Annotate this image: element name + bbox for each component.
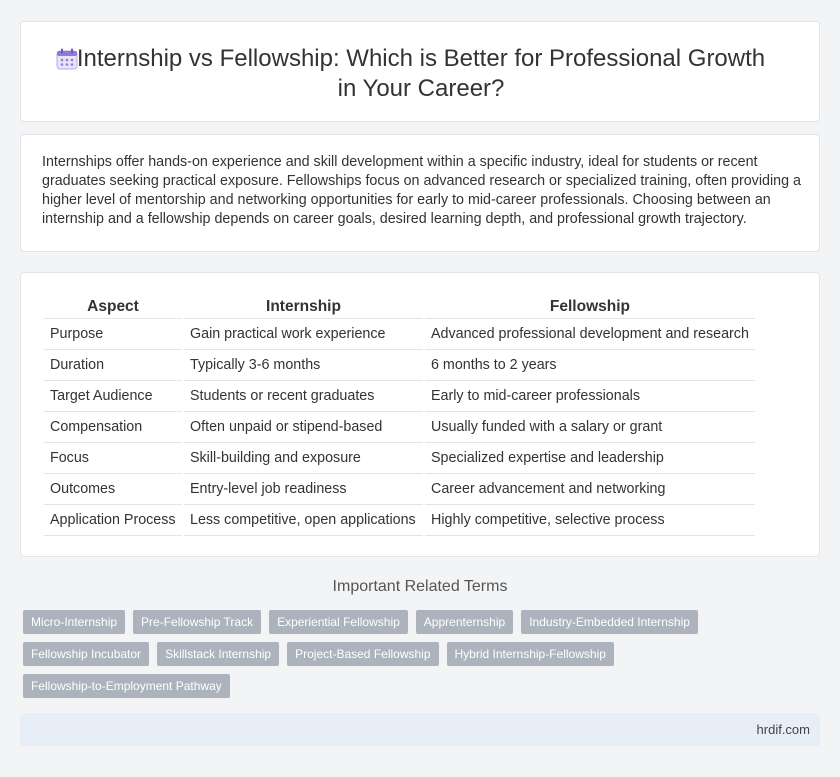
related-term-tag[interactable]: Industry-Embedded Internship bbox=[521, 610, 698, 634]
header-aspect: Aspect bbox=[44, 295, 182, 319]
cell-fellowship: Highly competitive, selective process bbox=[425, 505, 755, 536]
cell-aspect: Focus bbox=[44, 443, 182, 474]
table-row bbox=[44, 443, 755, 474]
related-term-tag[interactable]: Hybrid Internship-Fellowship bbox=[447, 642, 614, 666]
footer-site-link[interactable]: hrdif.com bbox=[756, 722, 810, 737]
related-term-tag[interactable]: Fellowship Incubator bbox=[23, 642, 149, 666]
page-title-line-2: in Your Career? bbox=[337, 75, 505, 102]
cell-internship: Entry-level job readiness bbox=[184, 474, 423, 505]
table-row bbox=[44, 381, 755, 412]
related-term-tag[interactable]: Micro-Internship bbox=[23, 610, 125, 634]
cell-aspect: Purpose bbox=[44, 319, 182, 350]
table-row bbox=[44, 319, 755, 350]
cell-aspect: Target Audience bbox=[44, 381, 182, 412]
table-header-row bbox=[44, 295, 755, 319]
cell-fellowship: Career advancement and networking bbox=[425, 474, 755, 505]
related-term-tag[interactable]: Pre-Fellowship Track bbox=[133, 610, 261, 634]
title-card bbox=[20, 21, 820, 122]
cell-fellowship: Advanced professional development and research bbox=[425, 319, 755, 350]
cell-internship: Typically 3-6 months bbox=[184, 350, 423, 381]
table-row bbox=[44, 350, 755, 381]
cell-internship: Gain practical work experience bbox=[184, 319, 423, 350]
related-term-tag[interactable]: Skillstack Internship bbox=[157, 642, 279, 666]
related-term-tag[interactable]: Apprenternship bbox=[416, 610, 513, 634]
comparison-card bbox=[20, 272, 820, 557]
intro-card bbox=[20, 134, 820, 252]
table-row bbox=[44, 505, 755, 536]
cell-aspect: Duration bbox=[44, 350, 182, 381]
cell-internship: Skill-building and exposure bbox=[184, 443, 423, 474]
related-term-tag[interactable]: Project-Based Fellowship bbox=[287, 642, 438, 666]
cell-fellowship: Usually funded with a salary or grant bbox=[425, 412, 755, 443]
cell-internship: Students or recent graduates bbox=[184, 381, 423, 412]
cell-aspect: Outcomes bbox=[44, 474, 182, 505]
comparison-table bbox=[42, 295, 757, 536]
page-title bbox=[21, 44, 821, 104]
related-term-tag[interactable]: Fellowship-to-Employment Pathway bbox=[23, 674, 230, 698]
cell-internship: Often unpaid or stipend-based bbox=[184, 412, 423, 443]
related-terms-list bbox=[23, 610, 723, 706]
cell-fellowship: Early to mid-career professionals bbox=[425, 381, 755, 412]
table-row bbox=[44, 474, 755, 505]
cell-fellowship: 6 months to 2 years bbox=[425, 350, 755, 381]
header-internship: Internship bbox=[184, 295, 423, 319]
cell-aspect: Compensation bbox=[44, 412, 182, 443]
table-row bbox=[44, 412, 755, 443]
cell-aspect: Application Process bbox=[44, 505, 182, 536]
cell-fellowship: Specialized expertise and leadership bbox=[425, 443, 755, 474]
intro-paragraph: Internships offer hands-on experience and skill development within a specific industry, ideal for students or recent graduates seeking practical exposure. Fellowships focus on advanced research or specialized training, often providing a higher level of mentorship and networking opportunities for early to mid-career professionals. Choosing between an internship and a fellowship depends on career goals, desired learning depth, and professional growth trajectory. bbox=[42, 154, 801, 227]
related-term-tag[interactable]: Experiential Fellowship bbox=[269, 610, 408, 634]
cell-internship: Less competitive, open applications bbox=[184, 505, 423, 536]
footer-bar bbox=[20, 713, 820, 746]
header-fellowship: Fellowship bbox=[425, 295, 755, 319]
related-terms-heading: Important Related Terms bbox=[332, 578, 508, 595]
page-title-line-1: Internship vs Fellowship: Which is Better for Professional Growth bbox=[76, 45, 766, 72]
